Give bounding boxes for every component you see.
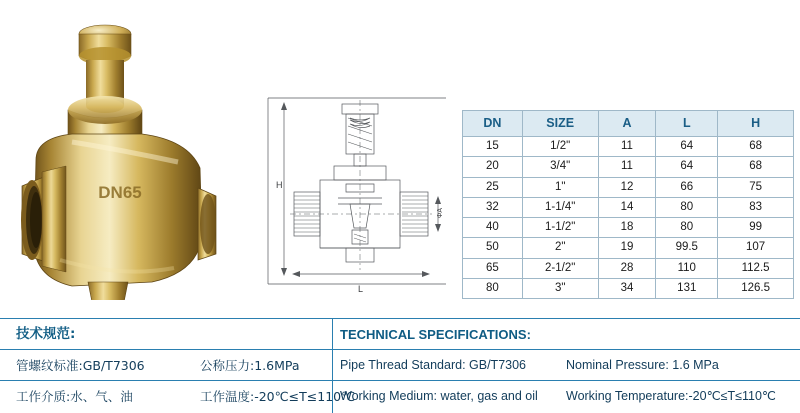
nominal-pressure-cn: 公称压力:1.6MPa xyxy=(200,358,300,373)
table-row xyxy=(463,157,794,177)
table-row xyxy=(463,177,794,197)
cell-a: 19 xyxy=(598,238,656,258)
cell-dn: 32 xyxy=(463,197,523,217)
working-medium-en: Working Medium: water, gas and oil xyxy=(340,389,538,403)
cell-l: 80 xyxy=(656,197,718,217)
specifications-block xyxy=(0,318,800,412)
cell-size: 2" xyxy=(522,238,598,258)
column-header-dn: DN xyxy=(463,111,523,137)
cell-l: 66 xyxy=(656,177,718,197)
cell-a: 12 xyxy=(598,177,656,197)
cell-l: 80 xyxy=(656,218,718,238)
cell-l: 110 xyxy=(656,258,718,278)
cell-dn: 40 xyxy=(463,218,523,238)
cell-a: 11 xyxy=(598,157,656,177)
cell-size: 1/2" xyxy=(522,137,598,157)
valve-illustration xyxy=(2,10,242,300)
cell-size: 3" xyxy=(522,279,598,299)
thread-standard-en: Pipe Thread Standard: GB/T7306 xyxy=(340,358,526,372)
cell-l: 64 xyxy=(656,137,718,157)
column-header-l: L xyxy=(656,111,718,137)
cell-h: 107 xyxy=(718,238,794,258)
cell-size: 1-1/4" xyxy=(522,197,598,217)
cell-dn: 15 xyxy=(463,137,523,157)
cell-size: 1" xyxy=(522,177,598,197)
spec-title-row xyxy=(0,319,800,350)
cell-l: 64 xyxy=(656,157,718,177)
cell-size: 2-1/2" xyxy=(522,258,598,278)
cell-dn: 25 xyxy=(463,177,523,197)
nominal-pressure-en: Nominal Pressure: 1.6 MPa xyxy=(566,358,719,372)
cell-h: 68 xyxy=(718,137,794,157)
technical-drawing xyxy=(250,88,450,298)
photo-size-marking: DN65 xyxy=(98,183,142,202)
spec-row-thread-pressure xyxy=(0,350,800,381)
spec-title-cn: 技术规范: xyxy=(16,326,76,342)
cell-l: 131 xyxy=(656,279,718,299)
cell-dn: 20 xyxy=(463,157,523,177)
cell-size: 1-1/2" xyxy=(522,218,598,238)
cell-a: 18 xyxy=(598,218,656,238)
working-temperature-cn: 工作温度:-20℃≤T≤110℃ xyxy=(200,389,356,404)
table-row xyxy=(463,258,794,278)
cell-a: 34 xyxy=(598,279,656,299)
valve-section-drawing xyxy=(250,88,450,298)
column-header-a: A xyxy=(598,111,656,137)
cell-a: 28 xyxy=(598,258,656,278)
column-header-size: SIZE xyxy=(522,111,598,137)
spec-title-en: TECHNICAL SPECIFICATIONS: xyxy=(340,327,531,342)
column-header-h: H xyxy=(718,111,794,137)
working-temperature-en: Working Temperature:-20℃≤T≤110℃ xyxy=(566,389,776,403)
dimension-table xyxy=(462,110,794,299)
cell-h: 75 xyxy=(718,177,794,197)
table-row xyxy=(463,279,794,299)
table-row xyxy=(463,197,794,217)
cell-h: 83 xyxy=(718,197,794,217)
cell-dn: 65 xyxy=(463,258,523,278)
table-row xyxy=(463,137,794,157)
working-medium-cn: 工作介质:水、气、油 xyxy=(16,389,133,404)
cell-dn: 80 xyxy=(463,279,523,299)
cell-h: 68 xyxy=(718,157,794,177)
cell-h: 99 xyxy=(718,218,794,238)
spec-row-medium-temperature xyxy=(0,381,800,412)
cell-l: 99.5 xyxy=(656,238,718,258)
cell-a: 14 xyxy=(598,197,656,217)
table-row xyxy=(463,218,794,238)
cell-h: 112.5 xyxy=(718,258,794,278)
drawing-label-l: L xyxy=(358,284,364,294)
drawing-label-diameter-a: ФA xyxy=(437,208,444,218)
table-row xyxy=(463,238,794,258)
cell-dn: 50 xyxy=(463,238,523,258)
table-header-row xyxy=(463,111,794,137)
cell-a: 11 xyxy=(598,137,656,157)
product-photo xyxy=(2,10,242,300)
drawing-label-h: H xyxy=(276,180,283,190)
thread-standard-cn: 管螺纹标准:GB/T7306 xyxy=(16,358,145,373)
cell-size: 3/4" xyxy=(522,157,598,177)
cell-h: 126.5 xyxy=(718,279,794,299)
